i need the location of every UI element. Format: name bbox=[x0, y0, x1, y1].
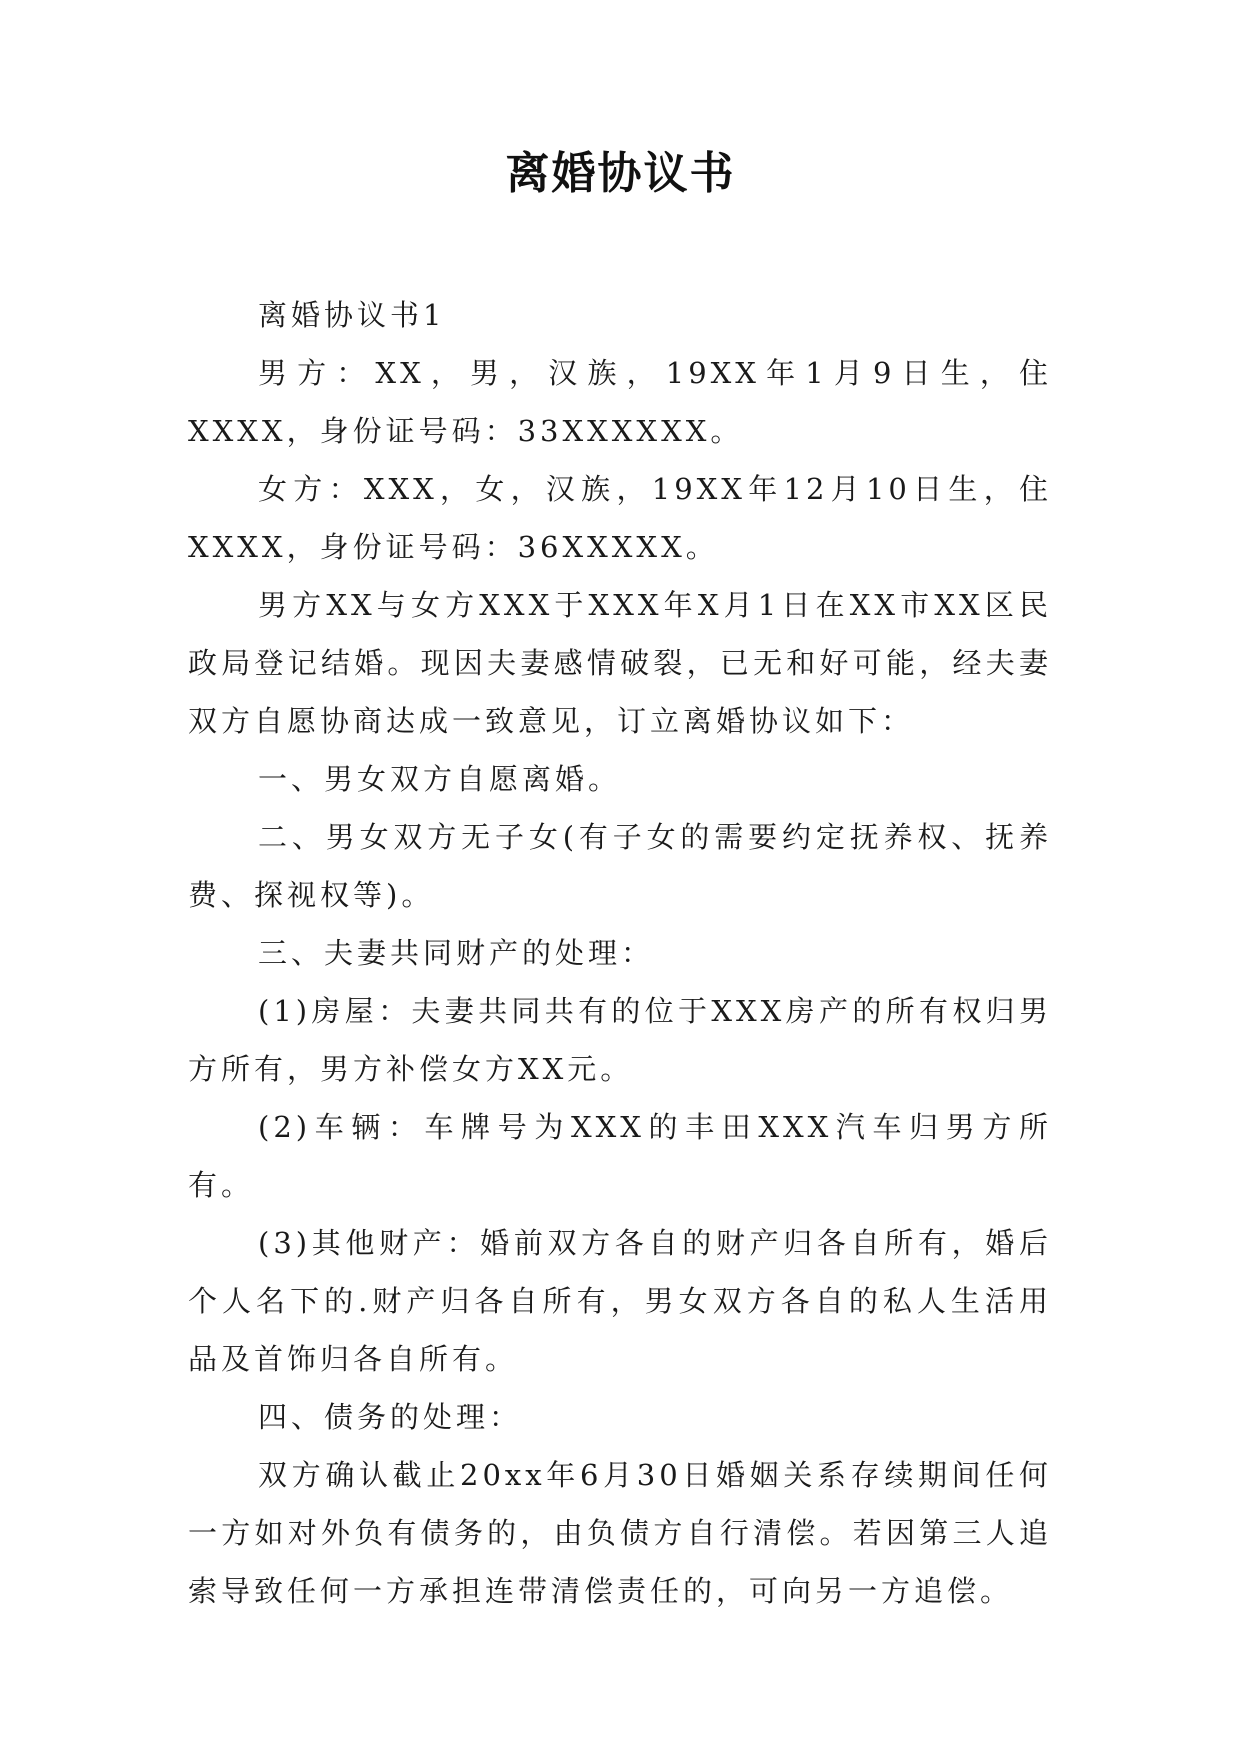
paragraph-clause-2: 二、男女双方无子女(有子女的需要约定抚养权、抚养费、探视权等)。 bbox=[188, 820, 1052, 912]
paragraph-marriage-statement: 男方XX与女方XXX于XXX年X月1日在XX市XX区民政局登记结婚。现因夫妻感情破裂，已无和好可能，经夫妻双方自愿协商达成一致意见，订立离婚协议如下： bbox=[188, 588, 1052, 738]
document-title: 离婚协议书 bbox=[505, 148, 736, 199]
paragraph-debt-handling: 双方确认截止20xx年6月30日婚姻关系存续期间任何一方如对外负有债务的，由负债方自行清偿。若因第三人追索导致任何一方承担连带清偿责任的，可向另一方追偿。 bbox=[188, 1458, 1052, 1608]
paragraph-property-other: (3)其他财产：婚前双方各自的财产归各自所有，婚后个人名下的.财产归各自所有，男女双方各自的私人生活用品及首饰归各自所有。 bbox=[188, 1226, 1052, 1376]
document-body bbox=[188, 286, 1052, 1620]
paragraph-clause-3: 三、夫妻共同财产的处理： bbox=[258, 936, 655, 970]
paragraph-clause-1: 一、男女双方自愿离婚。 bbox=[258, 762, 622, 796]
paragraph-heading: 离婚协议书1 bbox=[258, 298, 446, 332]
paragraph-wife-info: 女方：XXX，女，汉族，19XX年12月10日生，住XXXX，身份证号码：36XXXXX。 bbox=[188, 472, 1052, 564]
paragraph-clause-4: 四、债务的处理： bbox=[258, 1400, 523, 1434]
paragraph-husband-info: 男方：XX，男，汉族，19XX年1月9日生，住XXXX，身份证号码：33XXXXXX。 bbox=[188, 356, 1052, 448]
paragraph-property-house: (1)房屋：夫妻共同共有的位于XXX房产的所有权归男方所有，男方补偿女方XX元。 bbox=[188, 994, 1052, 1086]
paragraph-property-vehicle: (2)车辆：车牌号为XXX的丰田XXX汽车归男方所有。 bbox=[188, 1110, 1052, 1202]
